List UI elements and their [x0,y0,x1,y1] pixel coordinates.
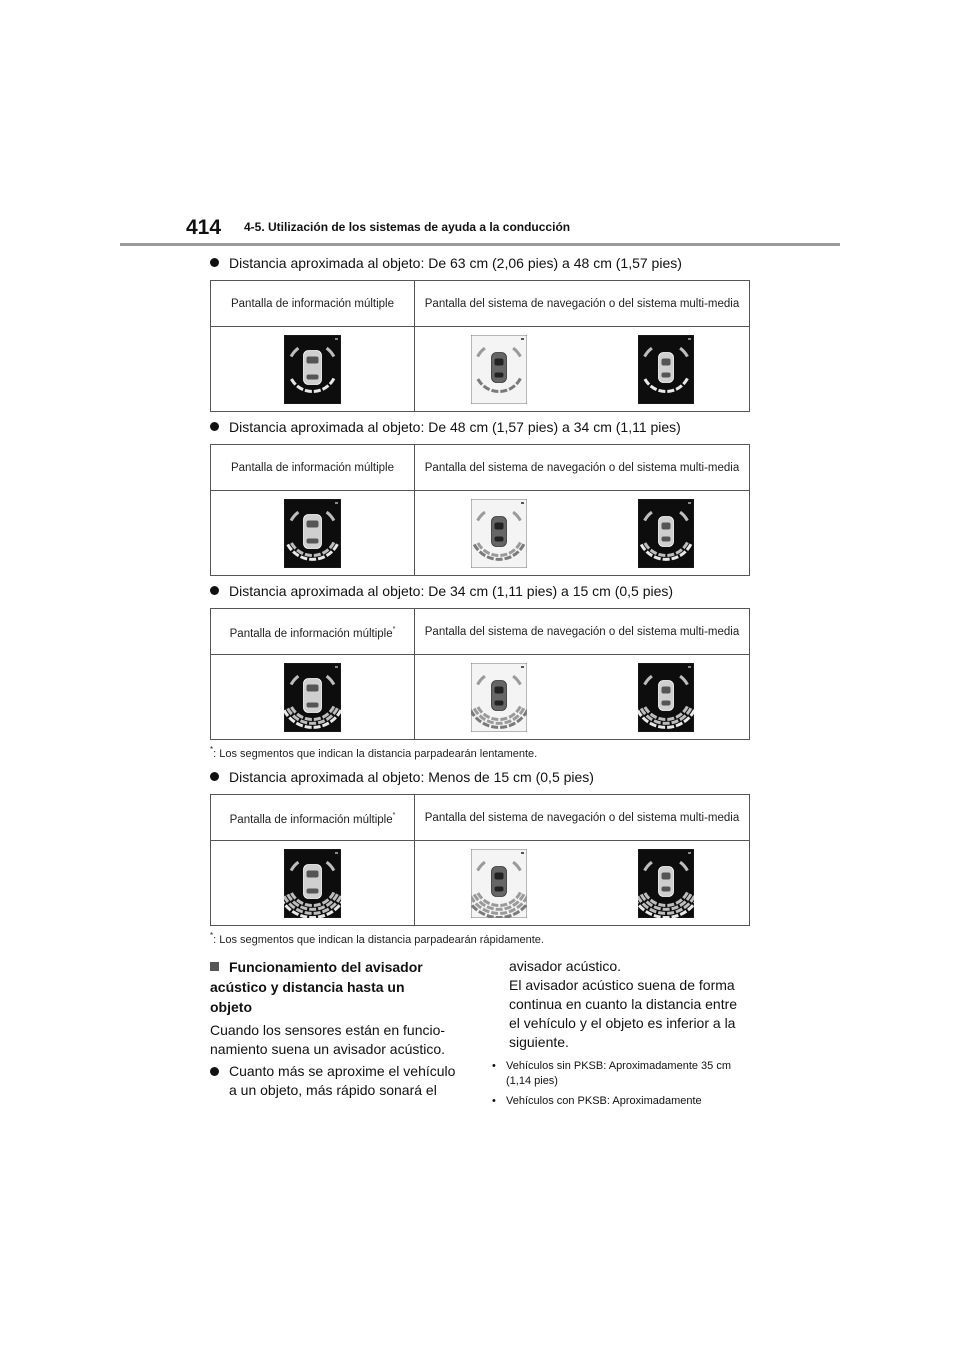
pksb-item-with: • Vehículos con PKSB: Aproximadamente [492,1095,702,1107]
bullet-icon [210,1067,219,1076]
page-number: 414 [186,216,222,239]
buzzer-bullet: Cuanto más se aproxime el vehículo a un objeto, más rápido sonará el [210,1062,460,1100]
nav-dark-screen-icon [638,663,694,732]
bullet-icon [210,422,219,431]
section-square-icon [210,962,219,971]
pksb-item-without: • Vehículos sin PKSB: Aproximadamente 35 cm (1,14 pies) [492,1060,732,1087]
display-table-4 [210,794,750,926]
header-nav: Pantalla del sistema de navegación o del sistema multi-media [415,445,750,491]
nav-light-screen-icon [471,849,527,918]
bullet-icon [210,772,219,781]
chapter-title: 4-5. Utilización de los sistemas de ayuda a la conducción [244,220,571,234]
nav-light-screen-icon [471,663,527,732]
header-mid: Pantalla de información múltiple* [211,609,415,655]
display-table-1 [210,280,750,412]
header-mid: Pantalla de información múltiple* [211,795,415,841]
distance-heading-1: Distancia aproximada al objeto: De 63 cm (2,06 pies) a 48 cm (1,57 pies) [210,255,682,271]
header-nav: Pantalla del sistema de navegación o del sistema multi-media [415,795,750,841]
buzzer-continued: avisador acústico. El avisador acústico suena de forma continua en cuanto la distancia entre el vehículo y el objeto es inferior a la siguiente. [509,958,738,1050]
nav-dark-screen-icon [638,335,694,404]
buzzer-intro: Cuando los sensores están en funcio-namiento suena un avisador acústico. [210,1022,446,1057]
mid-screen-icon [284,499,341,568]
footnote-fast: *: Los segmentos que indican la distancia parpadearán rápidamente. [210,931,544,946]
header-mid: Pantalla de información múltiple [211,281,415,327]
nav-light-screen-icon [471,335,527,404]
buzzer-section-title: Funcionamiento del avisador acústico y distancia hasta un objeto [210,959,423,1015]
nav-dark-screen-icon [638,849,694,918]
distance-heading-3: Distancia aproximada al objeto: De 34 cm (1,11 pies) a 15 cm (0,5 pies) [210,583,673,599]
bullet-icon [210,258,219,267]
pksb-list [492,1059,747,1109]
header-rule [120,243,840,246]
header-nav: Pantalla del sistema de navegación o del sistema multi-media [415,609,750,655]
mid-screen-icon [284,663,341,732]
display-table-3 [210,608,750,740]
distance-heading-2: Distancia aproximada al objeto: De 48 cm (1,57 pies) a 34 cm (1,11 pies) [210,419,681,435]
distance-heading-4: Distancia aproximada al objeto: Menos de 15 cm (0,5 pies) [210,769,594,785]
display-table-2 [210,444,750,576]
mid-screen-icon [284,335,341,404]
nav-dark-screen-icon [638,499,694,568]
header-mid: Pantalla de información múltiple [211,445,415,491]
mid-screen-icon [284,849,341,918]
header-nav: Pantalla del sistema de navegación o del sistema multi-media [415,281,750,327]
footnote-slow: *: Los segmentos que indican la distancia parpadearán lentamente. [210,745,538,760]
nav-light-screen-icon [471,499,527,568]
bullet-icon [210,586,219,595]
